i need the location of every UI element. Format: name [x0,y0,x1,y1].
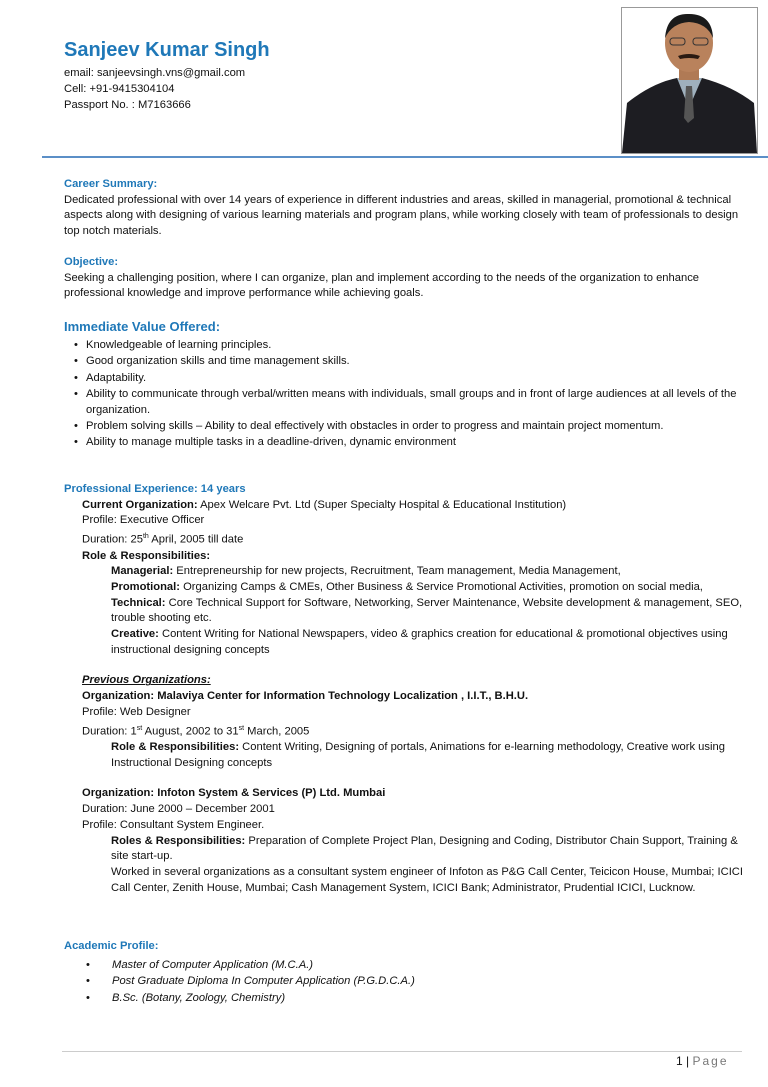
objective-section [64,255,744,302]
header-divider [42,156,768,158]
academic-list [64,957,744,1007]
page-label: Page [692,1054,729,1068]
role-technical: Technical: Core Technical Support for Software, Networking, Server Maintenance, Website development & management, SEO, trouble shooting etc. [111,596,743,625]
experience-heading: Professional Experience: 14 years [64,483,246,495]
org2-roles: Roles & Responsibilities: Preparation of Complete Project Plan, Designing and Coding, Distributor Chain Support, Training & site start-up. [111,834,738,863]
candidate-name: Sanjeev Kumar Singh [64,39,270,61]
org1-roles: Role & Responsibilities: Content Writing, Designing of portals, Animations for e-learning methodology, Creative work using Instructional Designing concepts [111,741,725,769]
experience-section [64,482,754,896]
career-summary-section [64,177,744,240]
org1-name: Organization: Malaviya Center for Information Technology Localization , I.I.T., B.H.U. [82,690,529,703]
academic-section [64,938,744,1006]
list-item: • Ability to communicate through verbal/written means with individuals, small groups and in front of large audiences at all levels of the organization. [86,386,744,418]
role-managerial: Managerial: Entrepreneurship for new projects, Recruitment, Team management, Media Management, [111,565,621,578]
career-summary-text: Dedicated professional with over 14 years of experience in different industries and areas, skilled in managerial, promotional & technical aspects along with designing of various learning materials and program plans, while working closely with team of professionals to design top notch materials. [64,193,739,238]
objective-heading: Objective: [64,256,119,268]
current-org-label: Current Organization: [82,498,198,511]
list-item: • Master of Computer Application (M.C.A.) [86,957,744,974]
org2-duration: Duration: June 2000 – December 2001 [82,803,275,816]
value-list [64,337,744,450]
cell: Cell: +91-9415304104 [64,82,175,95]
page-footer: 1 | Page [676,1054,729,1068]
current-duration: Duration: 25th April, 2005 till date [82,533,244,546]
current-organization [64,498,754,514]
list-item: • Ability to manage multiple tasks in a deadline-driven, dynamic environment [86,434,744,450]
academic-heading: Academic Profile: [64,940,159,952]
org2-worked: Worked in several organizations as a consultant system engineer of Infoton as P&G Call Center, Teicicon House, Mumbai; ICICI Call Center, Zenith House, Mumbai; Cash Management System, ICICI Bank; Administrator, Prudential ICICI, Lucknow. [111,865,743,894]
list-item: • Problem solving skills – Ability to deal effectively with obstacles in order to progress and maintain project momentum. [86,418,744,434]
list-item: • Knowledgeable of learning principles. [86,337,744,353]
current-profile: Profile: Executive Officer [82,514,205,527]
contact-info [64,66,245,113]
value-heading: Immediate Value Offered: [64,319,221,334]
current-org-value: Apex Welcare Pvt. Ltd (Super Specialty Hospital & Educational Institution) [197,498,567,511]
org1-profile: Profile: Web Designer [82,705,191,718]
email: email: sanjeevsingh.vns@gmail.com [64,67,246,79]
list-item: • B.Sc. (Botany, Zoology, Chemistry) [86,990,744,1007]
profile-photo [621,7,758,154]
page-number: 1 [676,1054,683,1068]
value-section [64,319,744,451]
objective-text: Seeking a challenging position, where I can organize, plan and implement according to the needs of the organization to enhance professional knowledge and improve performance while achieving goals. [64,271,700,300]
org1-duration: Duration: 1st August, 2002 to 31st March, 2005 [82,724,310,738]
role-promotional: Promotional: Organizing Camps & CMEs, Other Business & Service Promotional Activities, promotion on social media, [111,580,703,593]
career-summary-heading: Career Summary: [64,178,158,190]
list-item: • Post Graduate Diploma In Computer Application (P.G.D.C.A.) [86,973,744,990]
list-item: • Good organization skills and time management skills. [86,353,744,369]
org2-name: Organization: Infoton System & Services (P) Ltd. Mumbai [82,787,386,800]
list-item: • Adaptability. [86,370,744,386]
roles-heading: Role & Responsibilities: [82,549,211,562]
footer-divider [62,1051,742,1052]
org2-profile: Profile: Consultant System Engineer. [82,818,265,831]
role-creative: Creative: Content Writing for National Newspapers, video & graphics creation for educational & promotional objectives using instructional designing concepts [111,628,728,656]
passport: Passport No. : M7163666 [64,98,191,111]
previous-orgs-heading: Previous Organizations: [82,674,211,687]
